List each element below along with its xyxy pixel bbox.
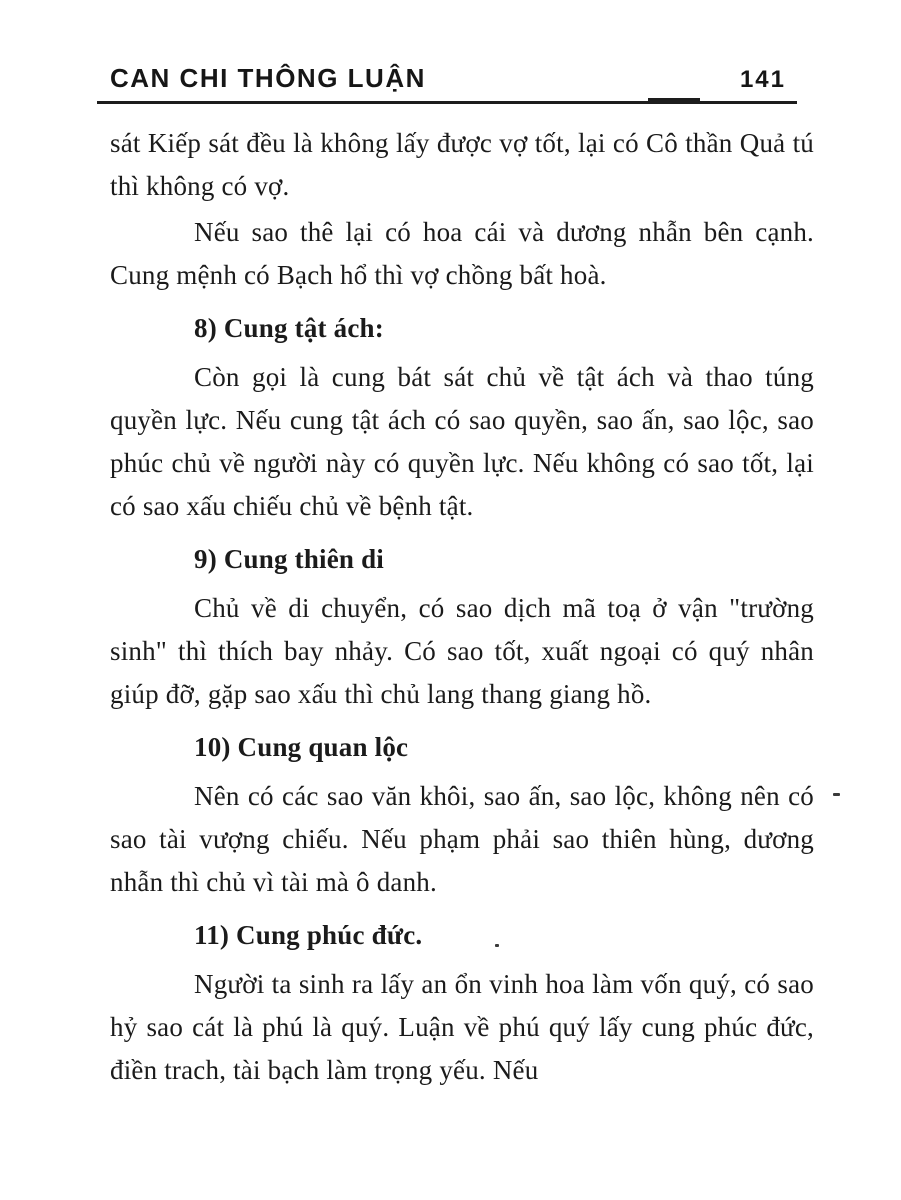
paragraph: Người ta sinh ra lấy an ổn vinh hoa làm vốn quý, có sao hỷ sao cát là phú là quý. Luận về phú quý lấy cung phúc đức, điền trach, tài bạch làm trọng yếu. Nếu [110,969,814,1085]
page-header [110,63,786,94]
running-title: CAN CHI THÔNG LUẬN [110,63,426,93]
header-rule [97,101,797,104]
scan-artifact-dot [495,944,499,947]
paragraph-continued: sát Kiếp sát đều là không lấy được vợ tốt, lại có Cô thần Quả tú thì không có vợ. [110,128,814,201]
page-body [110,122,814,1095]
paragraph: Nên có các sao văn khôi, sao ấn, sao lộc, không nên có sao tài vượng chiếu. Nếu phạm phải sao thiên hùng, dương nhẫn thì chủ vì tài mà ô danh. [110,781,814,897]
section-heading-8: 8) Cung tật ách: [194,313,384,343]
page-number: 141 [739,66,786,93]
header-rule-thick-segment [648,98,700,104]
section-heading-10: 10) Cung quan lộc [194,732,409,762]
section-heading-11: 11) Cung phúc đức. [194,920,423,950]
paragraph: Chủ về di chuyển, có sao dịch mã toạ ở vận "trường sinh" thì thích bay nhảy. Có sao tốt, xuất ngoại có quý nhân giúp đỡ, gặp sao xấu thì chủ lang thang giang hồ. [110,593,814,709]
section-heading-9: 9) Cung thiên di [194,544,384,574]
scan-artifact-dash [833,793,840,796]
paragraph: Nếu sao thê lại có hoa cái và dương nhẫn bên cạnh. Cung mệnh có Bạch hổ thì vợ chồng bất hoà. [110,217,814,290]
paragraph: Còn gọi là cung bát sát chủ về tật ách và thao túng quyền lực. Nếu cung tật ách có sao quyền, sao ấn, sao lộc, sao phúc chủ về người này có quyền lực. Nếu không có sao tốt, lại có sao xấu chiếu chủ về bệnh tật. [110,362,814,521]
